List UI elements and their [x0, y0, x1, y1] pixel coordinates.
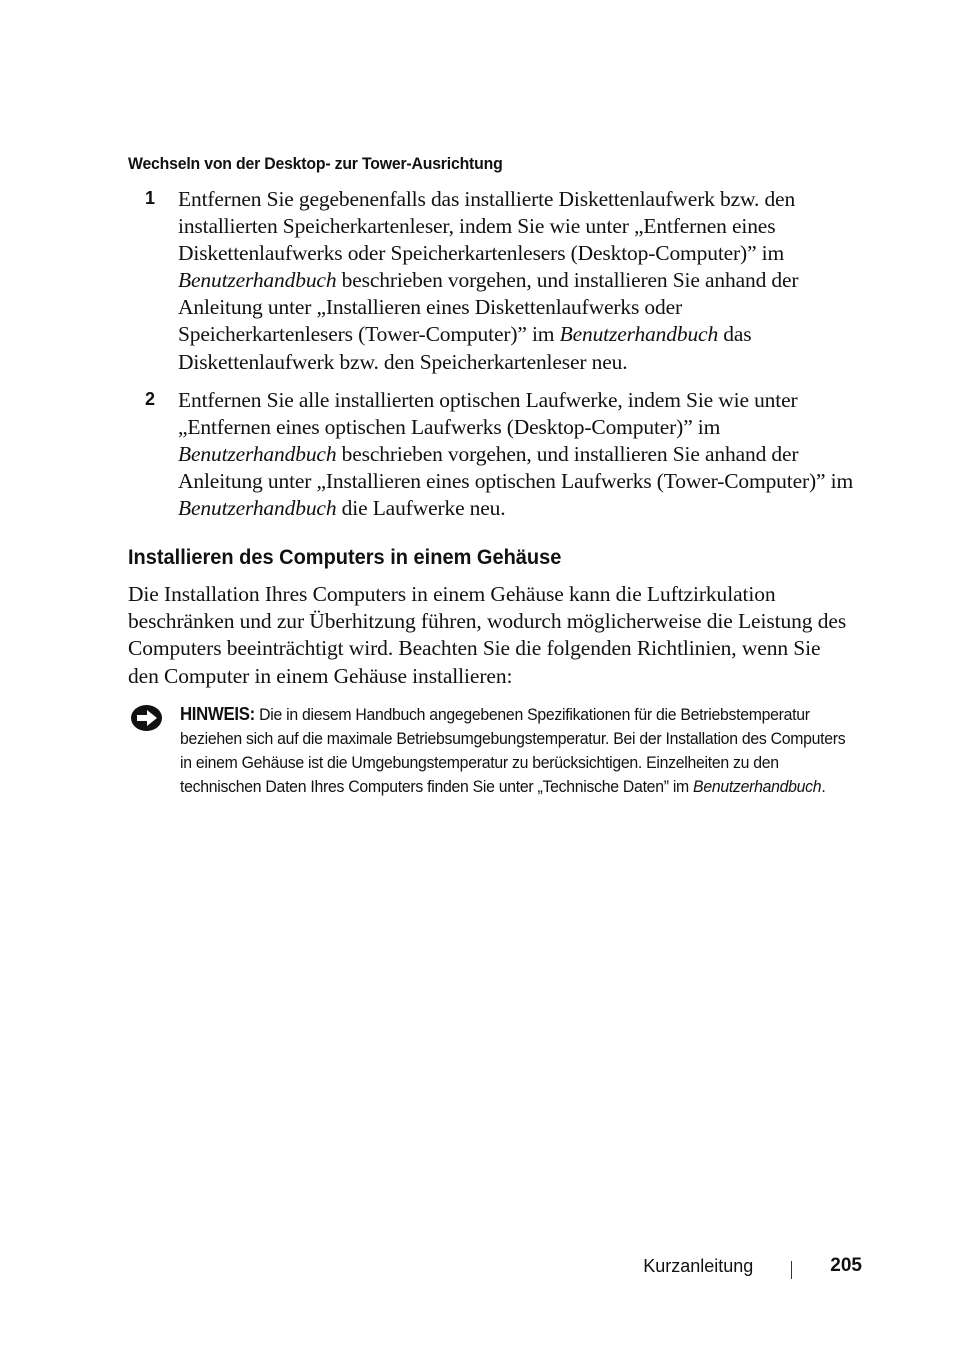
step-text-italic: Benutzerhandbuch	[559, 322, 719, 347]
step-number: 1	[145, 188, 156, 208]
notice-text-italic: Benutzerhandbuch	[693, 777, 822, 796]
section-heading: Installieren des Computers in einem Gehäuse	[128, 545, 562, 569]
page-number: 205	[830, 1255, 862, 1276]
step-text	[178, 186, 858, 376]
footer-divider	[791, 1261, 792, 1279]
list-item	[128, 387, 858, 522]
step-text-part: beschrieben vorgehen, und installieren Sie anhand der Anleitung unter „Installieren eines Diskettenlaufwerks oder Speicherkartenlesers (Tower-Computer)” im	[178, 268, 799, 347]
step-text-part: Entfernen Sie alle installierten optischen Laufwerke, indem Sie wie unter „Entfernen eines optischen Laufwerks (Desktop-Computer)” im	[178, 388, 798, 440]
step-text-italic: Benutzerhandbuch	[178, 268, 337, 293]
step-text-part: das Diskettenlaufwerk bzw. den Speicherkartenleser neu.	[178, 322, 752, 374]
page-footer	[643, 1255, 862, 1277]
list-item	[128, 186, 858, 376]
notice-text	[180, 702, 850, 799]
body-paragraph: Die Installation Ihres Computers in einem Gehäuse kann die Luftzirkulation beschränken und zur Überhitzung führen, wodurch möglicherweise die Leistung des Computers beeinträchtigt wird. Beachten Sie die folgenden Richtlinien, wenn Sie den Computer in einem Gehäuse installieren:	[128, 582, 847, 688]
subheading: Wechseln von der Desktop- zur Tower-Ausrichtung	[128, 154, 503, 173]
notice-box	[128, 702, 858, 799]
step-text-part: Entfernen Sie gegebenenfalls das installierte Diskettenlaufwerk bzw. den installierten Speicherkartenleser, indem Sie wie unter „Entfernen eines Diskettenlaufwerks oder Speicherkartenlesers (Desktop-Computer)” im	[178, 187, 796, 266]
step-text-part: beschrieben vorgehen, und installieren Sie anhand der Anleitung unter „Installieren eines optischen Laufwerks (Tower-Computer)” im	[178, 442, 854, 494]
step-text-italic: Benutzerhandbuch	[178, 496, 337, 521]
step-number: 2	[145, 389, 156, 409]
notice-label: HINWEIS:	[180, 704, 255, 724]
notice-text-part: Die in diesem Handbuch angegebenen Spezifikationen für die Betriebstemperatur beziehen sich auf die maximale Betriebsumgebungstemperatur. Bei der Installation des Computers in einem Gehäuse ist die Umgebungstemperatur zu berücksichtigen. Einzelheiten zu den technischen Daten Ihres Computers finden Sie unter „Technische Daten” im	[180, 705, 846, 796]
notice-text-part: .	[821, 777, 826, 796]
step-text	[178, 387, 858, 522]
step-text-italic: Benutzerhandbuch	[178, 442, 337, 467]
footer-section-title: Kurzanleitung	[643, 1255, 754, 1276]
step-text-part: die Laufwerke neu.	[336, 496, 506, 521]
notice-arrow-icon	[130, 704, 163, 732]
